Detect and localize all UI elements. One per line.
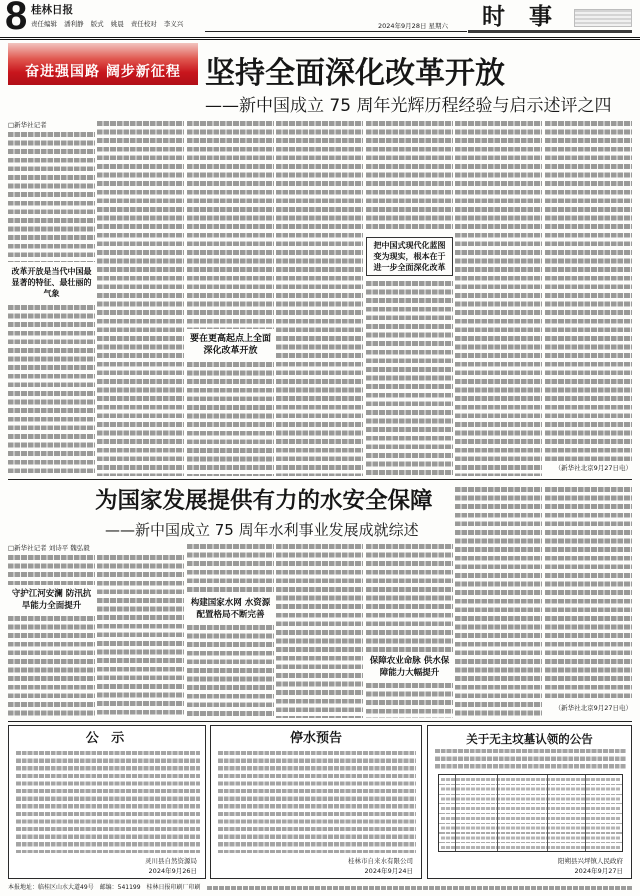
body-text-block xyxy=(366,121,453,233)
notice-public-announcement xyxy=(8,725,206,879)
article1-headline: 坚持全面深化改革开放 xyxy=(205,56,505,91)
article2-headline: 为国家发展提供有力的水安全保障 xyxy=(95,488,433,514)
notice-issuer: 灵川县自然资源局 xyxy=(145,857,197,865)
notice-date: 2024年9月27日 xyxy=(574,867,623,875)
notice-body-text xyxy=(218,751,416,853)
body-text-block xyxy=(187,121,274,329)
body-text-block xyxy=(97,555,184,718)
section-title: 时 事 xyxy=(482,3,561,30)
grave-table-cells xyxy=(441,775,620,851)
footer-address: 本报地址：临桂区山水大道49号 xyxy=(8,884,94,891)
body-text-block xyxy=(8,555,95,585)
table-column-line xyxy=(547,775,548,851)
table-column-line xyxy=(585,775,586,851)
grave-list-table xyxy=(438,774,623,852)
body-text-block xyxy=(8,132,95,262)
notice-title: 公 示 xyxy=(85,731,129,746)
header-divider xyxy=(0,37,640,40)
article1-dateline: （新华社北京9月27日电） xyxy=(554,464,632,472)
page-number: 8 xyxy=(5,0,28,38)
body-text-block xyxy=(97,121,184,476)
body-text-block xyxy=(276,121,363,476)
article2-subtitle: ——新中国成立 75 周年水利事业发展成就综述 xyxy=(105,521,419,539)
body-text-block xyxy=(187,625,274,718)
page-footer xyxy=(8,883,632,893)
notice-title: 停水预告 xyxy=(289,731,342,746)
article1-subhead-2: 要在更高起点上全面深化改革开放 xyxy=(189,334,271,356)
ads-divider xyxy=(8,721,632,722)
body-text-block xyxy=(187,362,274,476)
article1-byline: □新华社记者 xyxy=(8,121,47,129)
table-column-line xyxy=(455,775,456,851)
body-text-block xyxy=(366,683,453,718)
notice-water-outage xyxy=(210,725,422,879)
body-text-block xyxy=(187,544,274,594)
notice-title: 关于无主坟墓认领的公告 xyxy=(466,732,593,746)
article-divider xyxy=(8,479,632,480)
body-text-block xyxy=(8,616,95,718)
notice-unclaimed-graves xyxy=(427,725,632,879)
body-text-block xyxy=(455,121,542,476)
body-text-block xyxy=(545,121,632,461)
notice-body-text xyxy=(16,751,200,853)
series-banner-text: 奋进强国路 阔步新征程 xyxy=(25,64,181,80)
notice-issuer: 桂林市自来水有限公司 xyxy=(348,857,413,865)
footer-text-line xyxy=(207,886,632,890)
article2-dateline: （新华社北京9月27日电） xyxy=(554,704,632,712)
article2-subhead-2: 构建国家水网 水资源配置格局不断完善 xyxy=(190,598,271,620)
body-text-block xyxy=(366,544,453,652)
body-text-block xyxy=(366,281,453,476)
footer-postcode: 邮编：541199 xyxy=(99,884,141,891)
body-text-block xyxy=(455,487,542,718)
paper-logo: 桂林日报 xyxy=(31,4,73,16)
body-text-block xyxy=(545,487,632,700)
section-bar xyxy=(468,30,632,33)
footer-printer: 桂林日报印刷厂印刷 xyxy=(146,884,201,891)
article1-subhead-3-boxed: 把中国式现代化蓝图变为现实，根本在于进一步全面深化改革 xyxy=(366,237,453,276)
table-column-line xyxy=(497,775,498,851)
article2-subhead-3: 保障农业命脉 供水保障能力大幅提升 xyxy=(369,656,450,678)
notice-issuer: 阳朔县兴坪镇人民政府 xyxy=(558,857,623,865)
header-rule xyxy=(205,31,467,32)
article2-subhead-1: 守护江河安澜 防汛抗旱能力全面提升 xyxy=(11,589,92,611)
notice-date: 2024年9月26日 xyxy=(148,867,197,875)
body-text-block xyxy=(8,305,95,476)
series-banner xyxy=(8,43,198,85)
editor-credits: 责任编辑 潘利静 版式 姚晨 责任校对 李义兴 xyxy=(31,20,184,28)
article1-subhead-1: 改革开放是当代中国最显著的特征、最壮丽的气象 xyxy=(11,267,92,298)
notice-date: 2024年9月24日 xyxy=(364,867,413,875)
issue-date: 2024年9月28日 星期六 xyxy=(378,22,449,30)
article1-subtitle: ——新中国成立 75 周年光辉历程经验与启示述评之四 xyxy=(205,96,612,116)
body-text-block xyxy=(276,544,363,718)
article2-byline: □新华社记者 刘诗平 魏弘毅 xyxy=(8,544,90,552)
notice-body-text xyxy=(435,749,626,771)
section-decoration xyxy=(574,9,632,27)
